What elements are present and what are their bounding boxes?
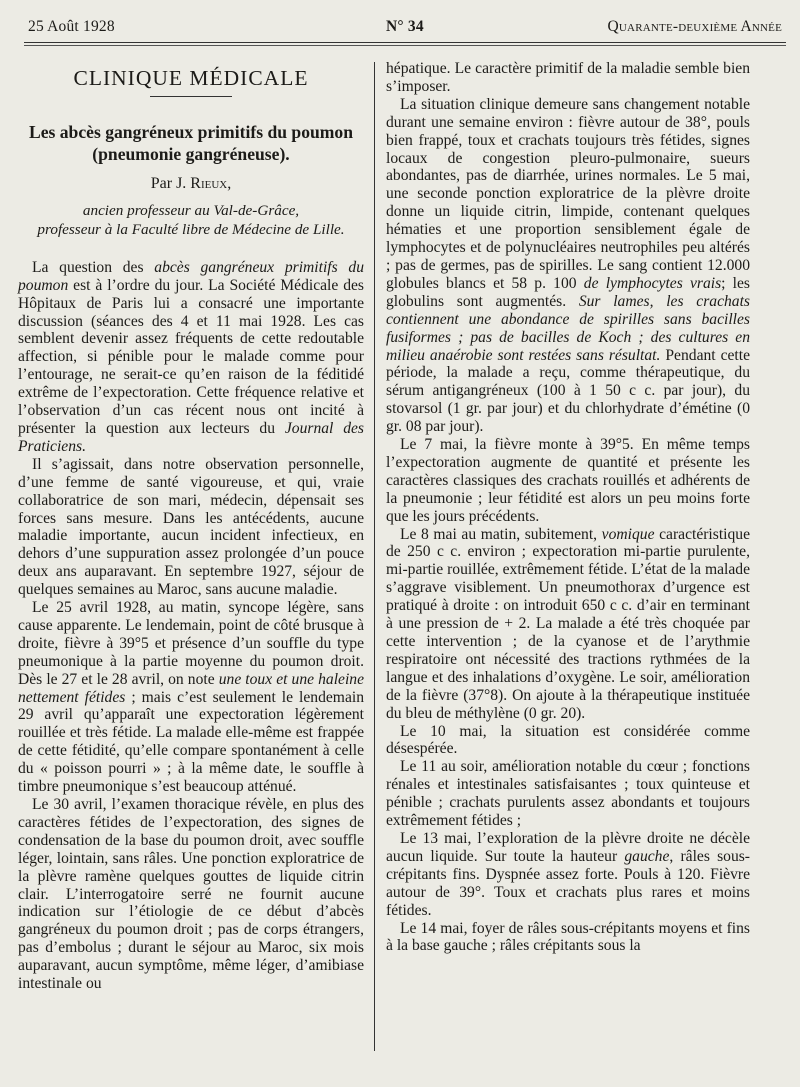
article-title-line1: Les abcès gangréneux primitifs du poumon: [28, 121, 354, 142]
italic-run: vomique: [601, 525, 655, 543]
paragraph: [18, 599, 364, 796]
page-header: [28, 18, 782, 40]
header-rule-thin: [24, 45, 786, 46]
text-run: est à l’ordre du jour. La Société Médicale des Hôpitaux de Paris lui a consacré une importante discussion (séances des 4 et 11 mai 1928. Les cas semblent devenir assez fréquents de cette redoutable affection, si pénible pour le malade comme pour l’entourage, ne serait-ce qu’en raison de la féditidé extrême de l’expectoration. Cette fréquence relative et l’observation d’un cas récent nous ont incité à présenter la question aux lecteurs du: [18, 276, 364, 437]
paragraph: Le 14 mai, foyer de râles sous-crépitants moyens et fins à la base gauche ; râles crépitants sous la: [386, 919, 750, 955]
italic-run: de lymphocytes vrais: [583, 274, 722, 292]
text-run: caractéristique de 250 c c. environ ; expectoration mi-partie purulente, mi-partie rouillée, extrêmement fétide. L’état de la malade s’aggrave visiblement. Un pneumothorax d’urgence est pratiqué à droite : on introduit 650 c c. d’air en terminant à une pression de + 2. La malade a été très choquée par cette intervention ; de la cyanose et de l’arythmie respiratoire ont nécessité des tractions rythmées de la langue et des inhalations d’oxygène. Le soir, amélioration de la fièvre (37°8). On ajoute à la thérapeutique instituée du bleu de méthylène (0 gr. 20).: [386, 525, 751, 722]
section-title: CLINIQUE MÉDICALE: [73, 66, 309, 90]
paragraph: hépatique. Le caractère primitif de la maladie semble bien s’imposer.: [386, 60, 750, 95]
italic-run: Sur lames, les crachats contiennent une abondance de spirilles sans bacilles fusiformes ; pas de bacilles de Koch ; des cultures en milieu anaérobie sont restées sans résultat.: [386, 292, 750, 364]
text-run: La situation clinique demeure sans changement notable durant une semaine environ : fièvre autour de 38°, pouls bien frappé, toux et crachats toujours très fétides, signes locaux de congestion pleuro-pulmonaire, sueurs abondantes, pas de diarrhée, urines normales. Le 5 mai, une seconde ponction exploratrice de la plèvre droite donne un liquide citrin, limpide, contenant quelques hématies et une proportion sensiblement égale de lymphocytes et de polynucléaires neutrophiles peu altérés ; pas de germes, pas de spirilles. Le sang contient 12.000 globules blancs et 58 p. 100: [386, 95, 750, 292]
author-affiliation: [18, 201, 364, 239]
italic-run: abcès gangréneux primitifs du poumon: [18, 258, 365, 294]
text-run: , râles sous-crépitants fins. Dyspnée assez forte. Pouls à 120. Fièvre autour de 39°. Toux et crachats plus rares et moins fétides.: [386, 847, 750, 919]
text-run: Le 25 avril 1928, au matin, syncope légère, sans cause apparente. Le lendemain, point de côté brusque à droite, fièvre à 39°5 et présence d’un souffle du type pneumonique à la partie moyenne du poumon droit. Dès le 27 et le 28 avril, on note: [18, 599, 364, 688]
column-divider: [374, 62, 375, 1051]
paragraph: Il s’agissait, dans notre observation personnelle, d’une femme de santé vigoureuse, et qui, vraie collaboratrice de son mari, médecin, dépensait ses forces sans mesure. Dans les antécédents, aucune maladie importante, aucun incident infectieux, en dehors d’une suppuration assez prolongée d’un pouce deux ans auparavant. En septembre 1927, séjour de quelques semaines au Maroc, sans aucune maladie.: [18, 455, 364, 599]
paragraph: Le 11 au soir, amélioration notable du cœur ; fonctions rénales et intestinales satisfaisantes ; toux quinteuse et pénible ; crachats purulents assez abondants et toujours extrêmement fétides ;: [386, 758, 750, 830]
text-run: Le 8 mai au matin, subitement,: [400, 525, 598, 543]
issue-number: N° 34: [386, 18, 424, 35]
italic-run: une toux et une haleine nettement fétides: [18, 670, 365, 706]
article-title: [18, 121, 364, 165]
text-run: Pendant cette période, la malade a reçu, comme thérapeutique, du sérum antigangréneux (100 à 1 50 c c. par jour), du stovarsol (1 gr. par jour) et du chlorhydrate d’émétine (0 gr. 08 par jour).: [386, 346, 750, 436]
text-run: Le 13 mai, l’exploration de la plèvre droite ne décèle aucun liquide. Sur toute la hauteur: [386, 829, 750, 865]
left-column: [18, 60, 364, 993]
paragraph: [386, 526, 750, 723]
paragraph: Le 7 mai, la fièvre monte à 39°5. En même temps l’expectoration augmente de quantité et présente les caractères classiques des crachats rouillés et adhérents de la pneumonie ; leur fétidité est alors un peu moins forte que les jours précédents.: [386, 436, 750, 525]
text-run: La question des: [32, 258, 144, 276]
header-rule: [24, 42, 786, 43]
paragraph: [386, 96, 750, 436]
affiliation-line2: professeur à la Faculté libre de Médecine de Lille.: [37, 220, 345, 238]
italic-run: gauche: [624, 847, 670, 865]
right-column: [386, 60, 750, 955]
byline-prefix: Par J.: [150, 174, 187, 192]
article-title-line2: (pneumonie gangréneuse).: [92, 143, 290, 164]
paragraph: Le 10 mai, la situation est considérée comme désespérée.: [386, 722, 750, 758]
text-run: ; mais c’est seulement le lendemain 29 avril qu’apparaît une expectoration légèrement rouillée et très fétide. La malade elle-même est frappée de cette fétidité, qu’elle compare spontanément à celle du « poisson pourri » ; à la même date, le souffle à timbre pneumonique s’est beaucoup atténué.: [18, 688, 364, 796]
issue-year: Quarante-deuxième Année: [607, 18, 782, 35]
section-title-rule: [150, 96, 232, 97]
issue-date: 25 Août 1928: [28, 18, 115, 35]
paragraph: [18, 259, 364, 456]
text-run: ; les globulins sont augmentés.: [386, 274, 751, 310]
paragraph: Le 30 avril, l’examen thoracique révèle, en plus des caractères fétides de l’expectoration, des signes de condensation de la base du poumon droit, avec souffle léger, lointain, sans râles. Une ponction exploratrice de la plèvre ramène quelques gouttes de liquide citrin clair. L’interrogatoire serré ne fournit aucune indication sur l’étiologie de ce début d’abcès gangréneux du poumon droit ; pas de corps étrangers, pas d’embolus ; durant le séjour au Maroc, six mois auparavant, aucun symptôme, même léger, d’amibiase intestinale ou: [18, 796, 364, 993]
byline: [18, 175, 364, 193]
italic-run: Journal des Praticiens.: [18, 419, 364, 455]
affiliation-line1: ancien professeur au Val-de-Grâce,: [82, 201, 300, 219]
paragraph: [386, 830, 750, 920]
author-name: Rieux,: [190, 174, 232, 192]
